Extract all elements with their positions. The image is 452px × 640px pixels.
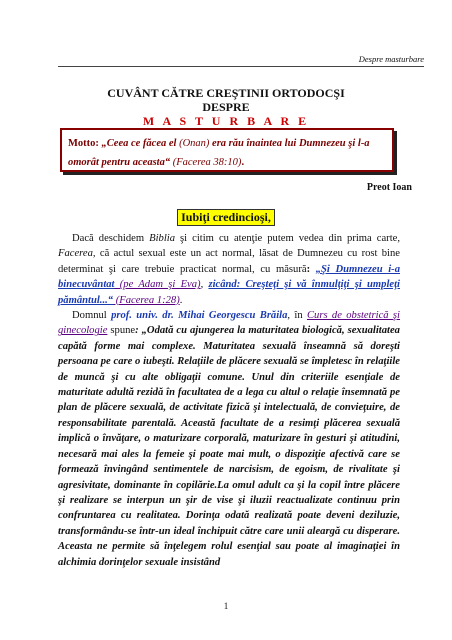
p2-c: , în [287, 310, 307, 322]
motto-end: . [241, 157, 245, 168]
p1-j: zicând: Creşteţi şi vă înmulţiţi şi umpleţi pământul...“ [58, 279, 400, 306]
p1-c: şi citim cu atenţie putem vedea din prima carte, [175, 233, 401, 244]
paragraph-2 [58, 308, 400, 570]
p2-d: Curs de obstetrică şi ginecologie [58, 310, 400, 337]
title-line-3: M A S T U R B A R E [142, 114, 310, 128]
p2-b: prof. univ. dr. Mihai Georgescu Brăila [111, 310, 288, 322]
body-text [58, 231, 400, 570]
motto-ref: (Facerea 38:10) [172, 157, 242, 168]
title-line-2: DESPRE [202, 100, 250, 114]
p2-e: spune [107, 325, 136, 337]
title-line-1: CUVÂNT CĂTRE CREŞTINII ORTODOCŞI [107, 86, 345, 100]
motto-quote-b: (Onan) [179, 138, 210, 149]
running-header: Despre masturbare [358, 54, 424, 64]
p1-l: . [179, 294, 183, 306]
motto-quote-c: era rău înaintea lui Dumnezeu şi l-a omorât pentru aceasta“ [68, 138, 370, 168]
greeting [0, 208, 452, 226]
paragraph-1 [58, 231, 400, 308]
page-number: 1 [223, 601, 229, 611]
header-rule [58, 66, 424, 67]
p2-f: : „Odată cu ajungerea la maturitatea biologică, sexualitatea capătă forme mai complexe. Maturitatea sexuală înseamnă să doreşti persoana pe care o iubeşti. Relaţiile de plăcere sexuală se împletesc în relaţiile de muncă şi cu alte obligaţii comune. Unul din criteriile esenţiale de maturitate adultă rezidă în facultatea de a lega cu altul o relaţie însemnată pe plan de plăcere sexuală, de activitate fizică şi intelectuală, de convieţuire, de responsabilitate parentală. Această facultate de a resimţi plăcerea sexuală implică o învăţare, o maturizare corporală, maturizare în gesturi şi atitudini, necesară mai ales la femeie şi poate mai mult, o dispoziţie afectivă care se formează învingând sentimentele de narcisism, de egoism, de rivalitate şi agresivitate, dominante în copilărie.La omul adult ca şi la copil între plăcere şi realizare se interpun un şir de vise şi iluzii reactualizate continuu prin confruntarea cu realitatea. Dorinţa odată realizată poate deveni deziluzie, transformându-se într-un ideal închipuit către care unii aleargă cu disperare. Aceasta ne permite să înţelegem rolul esenţial sau poate al imaginaţiei în alchimia dorinţelor sexuale insistând [58, 325, 400, 568]
p1-i: , [200, 279, 209, 291]
greeting-text: Iubiţi credincioşi, [177, 209, 275, 226]
p1-b: Biblia [149, 233, 176, 244]
author-name: Preot Ioan [366, 182, 412, 193]
motto-quote-a: „Ceea ce făcea el [101, 138, 180, 149]
p1-a: Dacă deschidem [72, 233, 150, 244]
motto-box [60, 128, 394, 172]
p1-k: (Facerea 1:28) [113, 294, 180, 306]
p1-d: Facerea, [58, 248, 96, 260]
p1-h: (pe Adam şi Eva) [114, 279, 201, 291]
p2-a: Domnul [72, 310, 112, 322]
p1-e: că actul sexual este un act normal, lăsat de Dumnezeu cu rost bine determinat şi care trebuie practicat normal, cu măsură [58, 248, 400, 275]
p1-f: : [306, 263, 316, 275]
p1-g: „Şi Dumnezeu i-a binecuvântat [58, 263, 400, 291]
motto-label: Motto: [68, 138, 102, 149]
